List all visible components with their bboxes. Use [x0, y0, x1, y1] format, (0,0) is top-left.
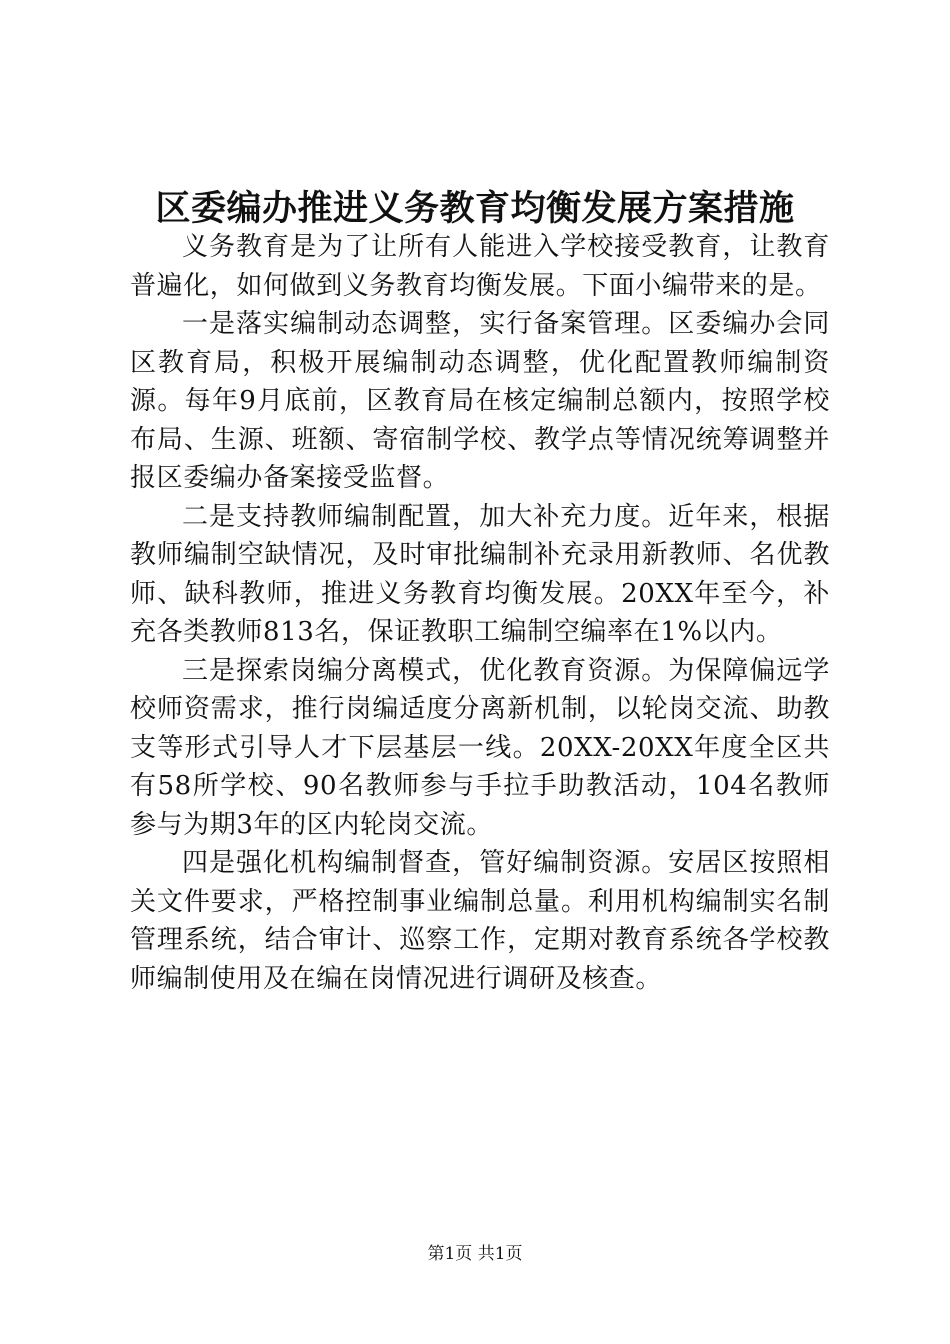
page-number-footer: 第1页 共1页	[427, 1244, 523, 1264]
body-paragraph: 一是落实编制动态调整，实行备案管理。区委编办会同区教育局，积极开展编制动态调整，优化配置教师编制资源。每年9月底前，区教育局在核定编制总额内，按照学校布局、生源、班额、寄宿制学校、教学点等情况统筹调整并报区委编办备案接受监督。	[130, 309, 830, 493]
body-paragraph: 二是支持教师编制配置，加大补充力度。近年来，根据教师编制空缺情况，及时审批编制补充录用新教师、名优教师、缺科教师，推进义务教育均衡发展。20XX年至今，补充各类教师813名，保证教职工编制空编率在1%以内。	[130, 501, 830, 647]
body-paragraph: 四是强化机构编制督查，管好编制资源。安居区按照相关文件要求，严格控制事业编制总量。利用机构编制实名制管理系统，结合审计、巡察工作，定期对教育系统各学校教师编制使用及在编在岗情况进行调研及核查。	[130, 848, 830, 994]
body-paragraph: 义务教育是为了让所有人能进入学校接受教育，让教育普遍化，如何做到义务教育均衡发展。下面小编带来的是。	[130, 232, 830, 301]
body-paragraph: 三是探索岗编分离模式，优化教育资源。为保障偏远学校师资需求，推行岗编适度分离新机制，以轮岗交流、助教支等形式引导人才下层基层一线。20XX-20XX年度全区共有58所学校、90名教师参与手拉手助教活动，104名教师参与为期3年的区内轮岗交流。	[130, 655, 830, 840]
document-title: 区委编办推进义务教育均衡发展方案措施	[155, 188, 795, 229]
document-body	[130, 228, 830, 998]
